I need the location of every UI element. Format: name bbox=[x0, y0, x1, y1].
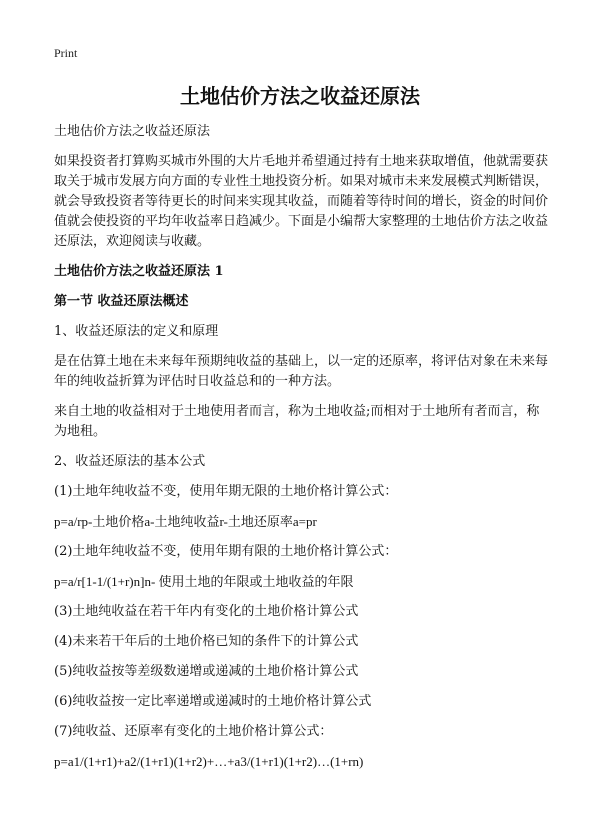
case4: (4)未来若干年后的土地价格已知的条件下的计算公式 bbox=[54, 634, 359, 649]
case2: (2)土地年纯收益不变，使用年期有限的土地价格计算公式： bbox=[54, 544, 398, 559]
item1-text: 是在估算土地在未来每年预期纯收益的基础上，以一定的还原率，将评估对象在未来每年的纯收益折算为评估时日收益总和的一种方法。 bbox=[54, 354, 549, 389]
case7: (7)纯收益、还原率有变化的土地价格计算公式： bbox=[54, 724, 333, 739]
item1-text2: 来自土地的收益相对于土地使用者而言，称为土地收益;而相对于土地所有者而言，称为地租。 bbox=[54, 404, 540, 439]
print-label: Print bbox=[54, 46, 78, 60]
formula2: p=a/r[1-1/(1+r)n]n- 使用土地的年限或土地收益的年限 bbox=[54, 574, 354, 589]
chapter-heading: 第一节 收益还原法概述 bbox=[54, 294, 189, 309]
page-title: 土地估价方法之收益还原法 bbox=[180, 84, 420, 108]
item2-title: 2、收益还原法的基本公式 bbox=[54, 454, 206, 469]
formula7: p=a1/(1+r1)+a2/(1+r1)(1+r2)+…+a3/(1+r1)(1+r2)…(1+rn) bbox=[54, 754, 364, 769]
case3: (3)土地纯收益在若干年内有变化的土地价格计算公式 bbox=[54, 604, 359, 619]
intro-paragraph: 如果投资者打算购买城市外围的大片毛地并希望通过持有土地来获取增值，他就需要获取关于城市发展方向方面的专业性土地投资分析。如果对城市未来发展模式判断错误，就会导致投资者等待更长的时间来实现其收益，而随着等待时间的增长，资金的时间价值就会使投资的平均年收益率日趋减少。下面是小编帮大家整理的土地估价方法之收益还原法，欢迎阅读与收藏。 bbox=[54, 154, 549, 249]
formula1: p=a/rp-土地价格a-土地纯收益r-土地还原率a=pr bbox=[54, 514, 317, 529]
section-heading: 土地估价方法之收益还原法 1 bbox=[54, 264, 224, 279]
document-body bbox=[54, 122, 550, 782]
case6: (6)纯收益按一定比率递增或递减时的土地价格计算公式 bbox=[54, 694, 372, 709]
subtitle: 土地估价方法之收益还原法 bbox=[54, 124, 211, 139]
case5: (5)纯收益按等差级数递增或递减的土地价格计算公式 bbox=[54, 664, 359, 679]
item1-title: 1、收益还原法的定义和原理 bbox=[54, 324, 219, 339]
case1: (1)土地年纯收益不变，使用年期无限的土地价格计算公式： bbox=[54, 484, 398, 499]
